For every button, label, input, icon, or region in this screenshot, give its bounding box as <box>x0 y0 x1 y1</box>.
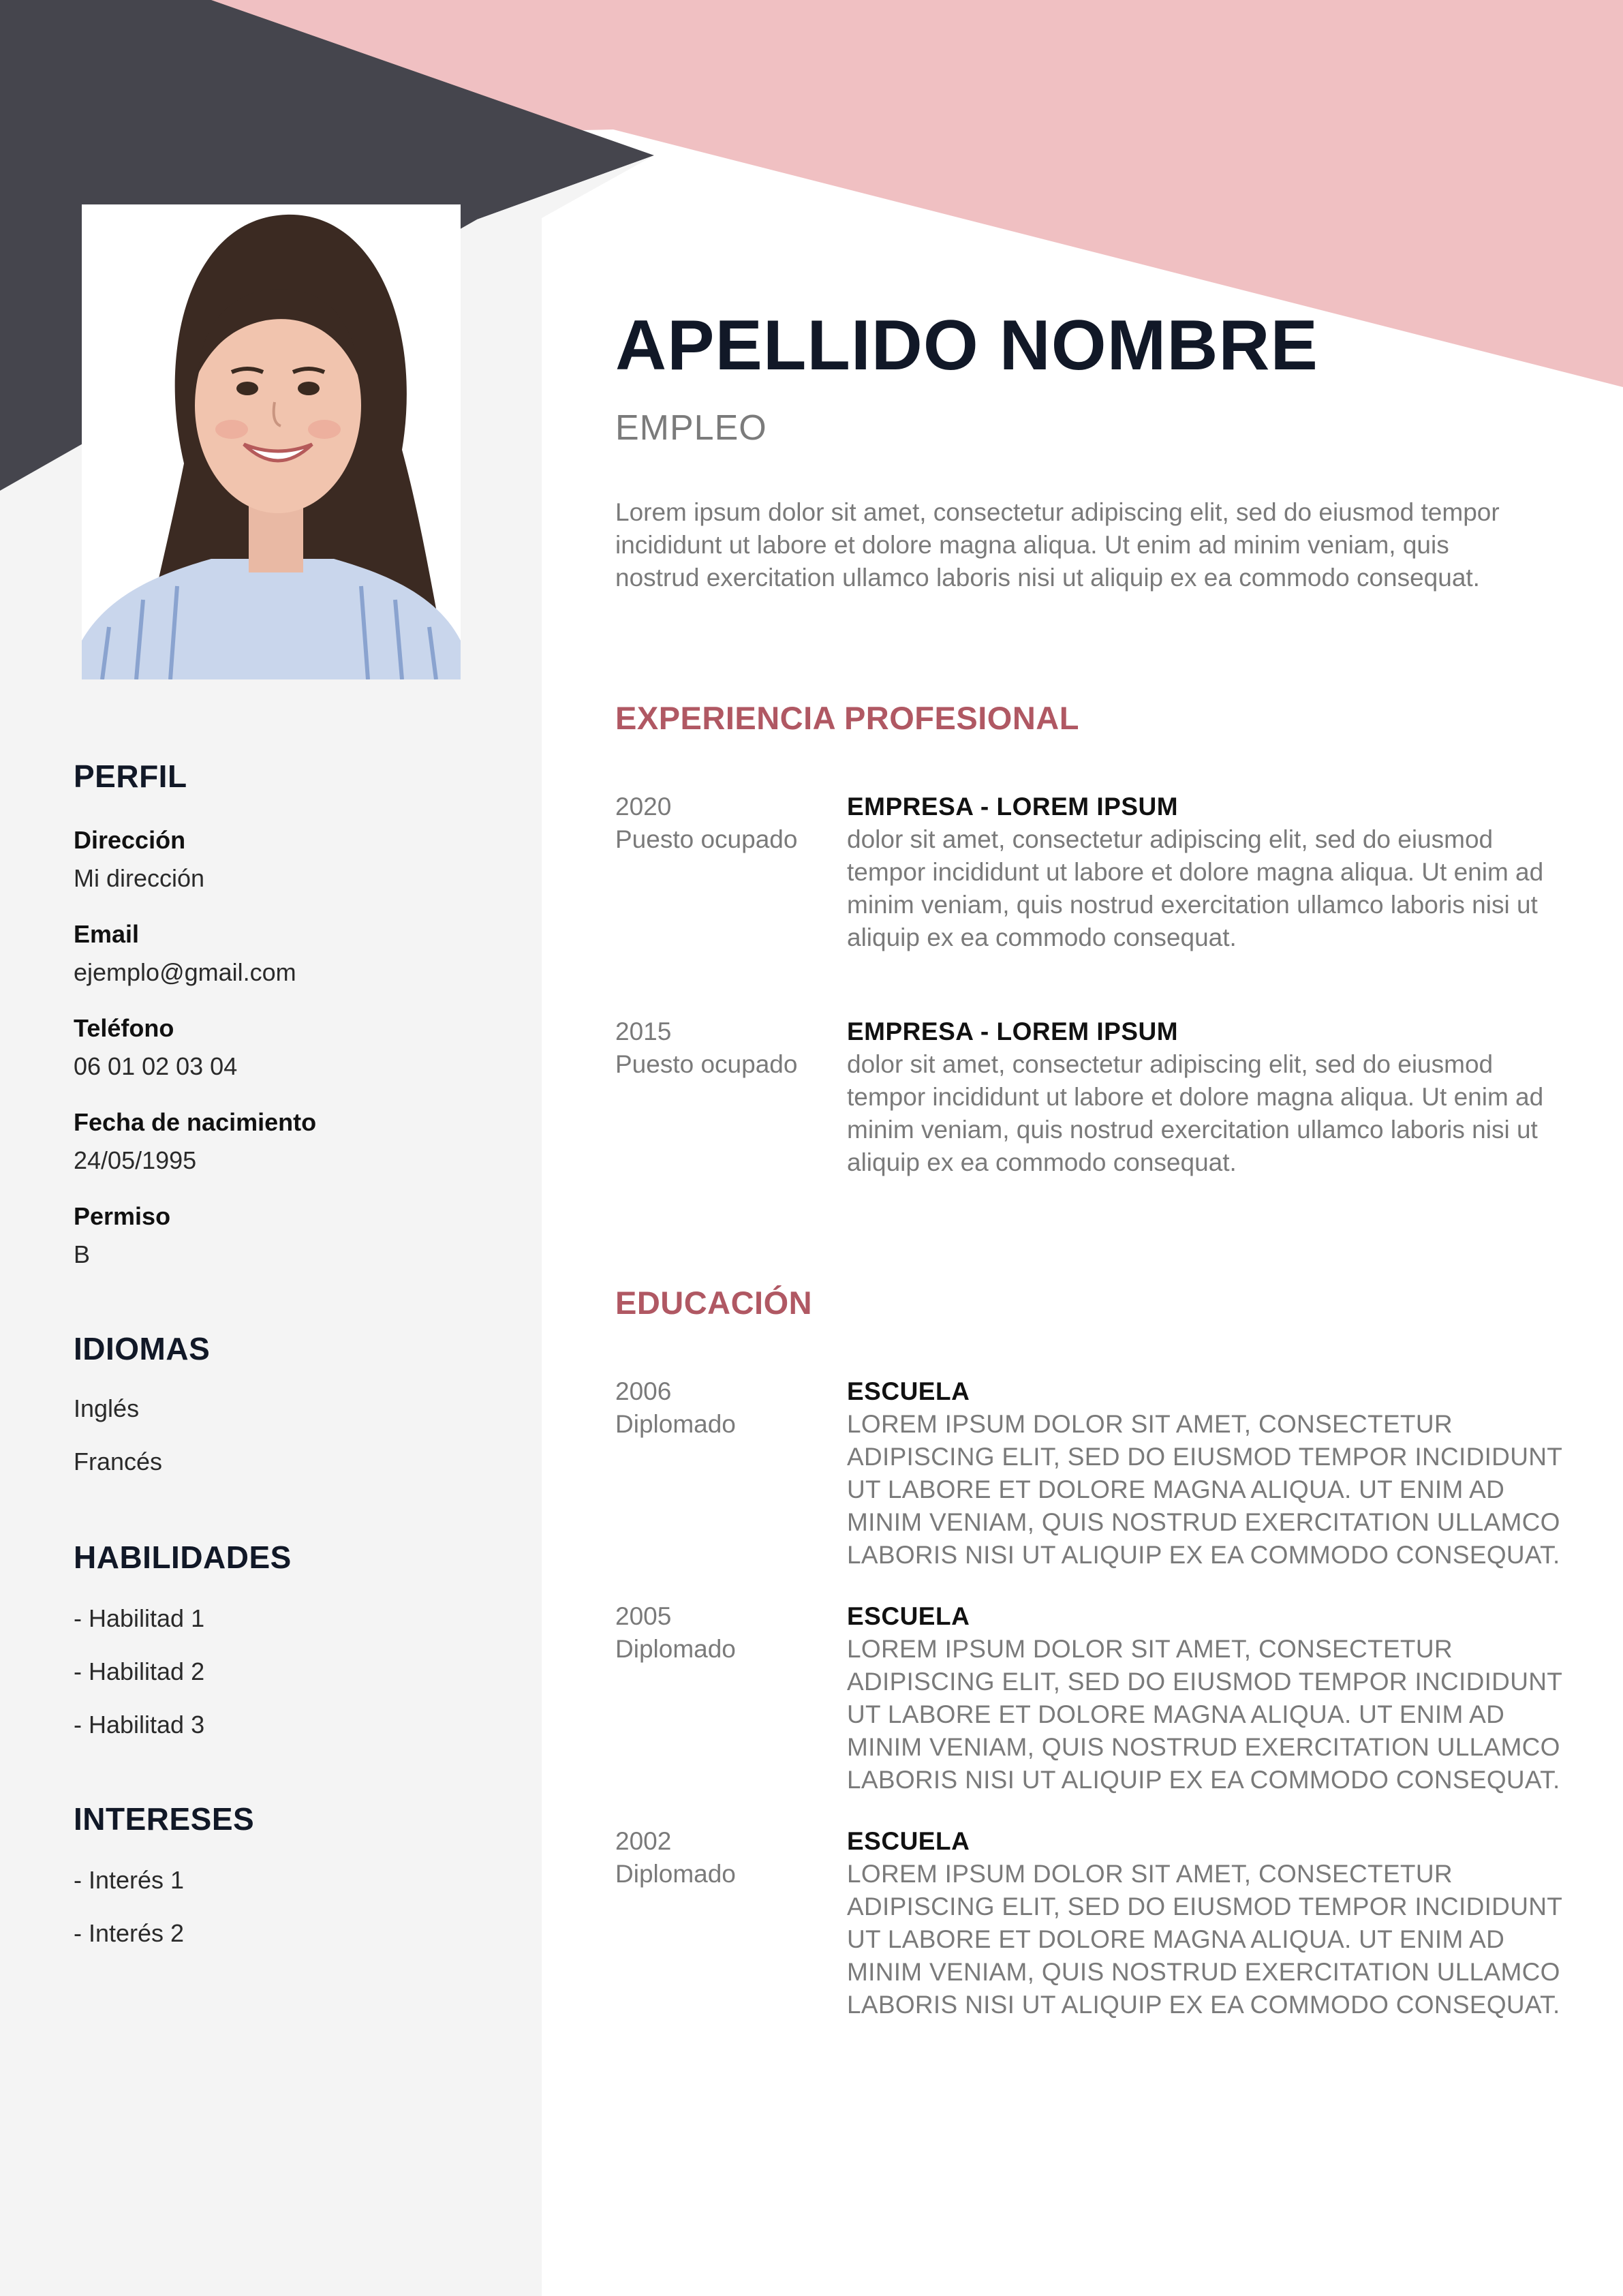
skill-item: - Habilitad 1 <box>74 1604 205 1632</box>
email-value: ejemplo@gmail.com <box>74 958 296 986</box>
birthdate-field <box>74 1108 316 1175</box>
education-school: ESCUELA <box>847 1827 970 1855</box>
education-meta <box>615 1825 840 1891</box>
phone-label: Teléfono <box>74 1014 174 1042</box>
education-school: ESCUELA <box>847 1377 970 1405</box>
intro-paragraph: Lorem ipsum dolor sit amet, consectetur adipiscing elit, sed do eiusmod tempor incididunt ut labore et dolore magna aliqua. Ut enim ad minim veniam, quis nostrud exercitation ullamco laboris nisi ut aliquip ex ea commodo consequat. <box>615 498 1500 592</box>
person-name: APELLIDO NOMBRE <box>615 306 1318 385</box>
experience-meta <box>615 1015 840 1081</box>
experience-body <box>847 1015 1562 1179</box>
job-title: EMPLEO <box>615 408 767 448</box>
profile-title: PERFIL <box>74 759 187 794</box>
interest-item: - Interés 2 <box>74 1919 185 1947</box>
birthdate-value: 24/05/1995 <box>74 1146 197 1174</box>
address-field <box>74 826 204 893</box>
experience-role: Puesto ocupado <box>615 825 798 853</box>
education-degree: Diplomado <box>615 1635 736 1663</box>
license-field <box>74 1202 170 1269</box>
skill-item: - Habilitad 2 <box>74 1657 205 1685</box>
skills-section <box>74 1539 292 1576</box>
experience-body <box>847 791 1562 954</box>
education-year: 2005 <box>615 1602 672 1630</box>
education-year: 2006 <box>615 1377 672 1405</box>
skill-item: - Habilitad 3 <box>74 1711 205 1739</box>
education-meta <box>615 1600 840 1666</box>
birthdate-label: Fecha de nacimiento <box>74 1108 317 1136</box>
experience-meta <box>615 791 840 856</box>
experience-description: dolor sit amet, consectetur adipiscing elit, sed do eiusmod tempor incididunt ut labore et dolore magna aliqua. Ut enim ad minim veniam, quis nostrud exercitation ullamco laboris nisi ut aliquip ex ea commodo consequat. <box>847 825 1544 951</box>
phone-field <box>74 1014 237 1081</box>
profile-photo <box>82 204 461 679</box>
experience-title: EXPERIENCIA PROFESIONAL <box>615 700 1079 736</box>
education-body <box>847 1825 1562 2021</box>
address-value: Mi dirección <box>74 864 205 892</box>
languages-title: IDIOMAS <box>74 1331 211 1366</box>
skills-title: HABILIDADES <box>74 1540 292 1575</box>
education-description: LOREM IPSUM DOLOR SIT AMET, CONSECTETUR ADIPISCING ELIT, SED DO EIUSMOD TEMPOR INCIDIDUNT UT LABORE ET DOLORE MAGNA ALIQUA. UT ENIM AD MINIM VENIAM, QUIS NOSTRUD EXERCITATION ULLAMCO LABORIS NISI UT ALIQUIP EX EA COMMODO CONSEQUAT. <box>847 1635 1562 1794</box>
phone-value: 06 01 02 03 04 <box>74 1052 238 1080</box>
education-school: ESCUELA <box>847 1602 970 1630</box>
experience-company: EMPRESA - LOREM IPSUM <box>847 1017 1179 1045</box>
email-field <box>74 920 296 987</box>
interests-section <box>74 1801 254 1837</box>
languages-section <box>74 1330 210 1367</box>
education-degree: Diplomado <box>615 1410 736 1438</box>
profile-section <box>74 758 187 795</box>
education-degree: Diplomado <box>615 1860 736 1888</box>
experience-company: EMPRESA - LOREM IPSUM <box>847 793 1179 821</box>
education-body <box>847 1375 1562 1572</box>
email-label: Email <box>74 920 140 948</box>
language-item: Francés <box>74 1448 163 1475</box>
experience-year: 2020 <box>615 793 672 821</box>
experience-role: Puesto ocupado <box>615 1050 798 1078</box>
language-item: Inglés <box>74 1394 140 1422</box>
education-description: LOREM IPSUM DOLOR SIT AMET, CONSECTETUR ADIPISCING ELIT, SED DO EIUSMOD TEMPOR INCIDIDUNT UT LABORE ET DOLORE MAGNA ALIQUA. UT ENIM AD MINIM VENIAM, QUIS NOSTRUD EXERCITATION ULLAMCO LABORIS NISI UT ALIQUIP EX EA COMMODO CONSEQUAT. <box>847 1410 1562 1569</box>
portrait-image <box>82 204 461 679</box>
education-description: LOREM IPSUM DOLOR SIT AMET, CONSECTETUR ADIPISCING ELIT, SED DO EIUSMOD TEMPOR INCIDIDUNT UT LABORE ET DOLORE MAGNA ALIQUA. UT ENIM AD MINIM VENIAM, QUIS NOSTRUD EXERCITATION ULLAMCO LABORIS NISI UT ALIQUIP EX EA COMMODO CONSEQUAT. <box>847 1860 1562 2019</box>
experience-description: dolor sit amet, consectetur adipiscing elit, sed do eiusmod tempor incididunt ut labore et dolore magna aliqua. Ut enim ad minim veniam, quis nostrud exercitation ullamco laboris nisi ut aliquip ex ea commodo consequat. <box>847 1050 1544 1176</box>
interest-item: - Interés 1 <box>74 1866 185 1894</box>
experience-year: 2015 <box>615 1017 672 1045</box>
license-value: B <box>74 1240 91 1268</box>
education-year: 2002 <box>615 1827 672 1855</box>
license-label: Permiso <box>74 1202 171 1230</box>
education-body <box>847 1600 1562 1796</box>
interests-title: INTERESES <box>74 1801 255 1837</box>
education-title: EDUCACIÓN <box>615 1285 813 1321</box>
education-meta <box>615 1375 840 1441</box>
address-label: Dirección <box>74 826 186 854</box>
